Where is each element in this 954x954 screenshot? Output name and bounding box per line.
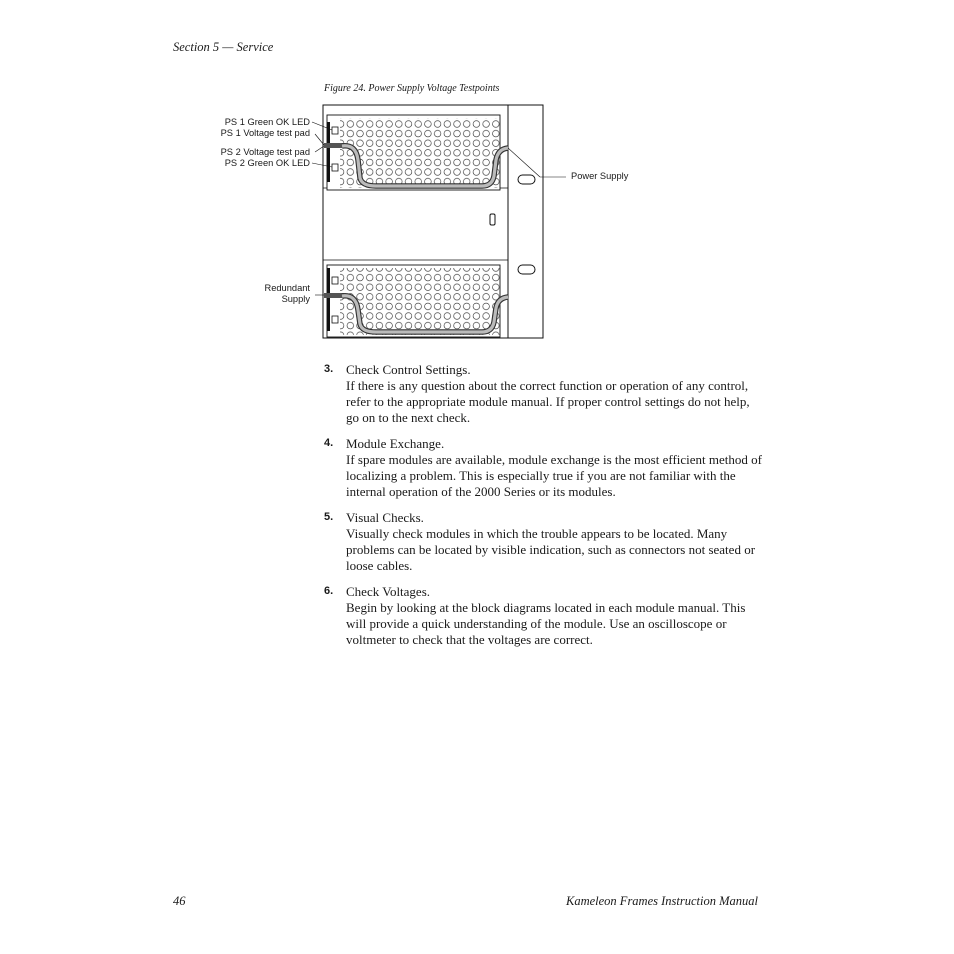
redundant-led-bottom [332, 316, 338, 323]
step-4 [324, 436, 764, 500]
redundant-led-top [332, 277, 338, 284]
step-title: Module Exchange. [346, 436, 445, 451]
step-text: If there is any question about the correct function or operation of any control, refer to the appropriate module manual. If proper control settings do not help, go on to the next check. [346, 378, 750, 425]
callout-ps1-pad: PS 1 Voltage test pad [220, 128, 310, 138]
leader-power-supply [508, 148, 540, 177]
ps2-led [332, 164, 338, 171]
callout-ps2-pad: PS 2 Voltage test pad [220, 147, 310, 157]
callout-redundant-line2: Supply [281, 294, 310, 304]
step-text: If spare modules are available, module exchange is the most efficient method of localizing a problem. This is especially true if you are not familiar with the internal operation of the 2000 Series or its modules. [346, 452, 762, 499]
frame-latch [490, 214, 495, 225]
step-number: 5. [324, 511, 334, 523]
ps1-led [332, 127, 338, 134]
step-title: Visual Checks. [346, 510, 424, 525]
step-3 [324, 362, 764, 426]
step-text: Begin by looking at the block diagrams located in each module manual. This will provide a quick understanding of the module. Use an oscilloscope or voltmeter to check that the voltages are correct. [346, 600, 746, 647]
power-supply-figure [200, 100, 660, 345]
frame-slot-bottom [518, 265, 535, 274]
callout-redundant-supply [265, 283, 311, 305]
step-number: 6. [324, 585, 334, 597]
step-title: Check Control Settings. [346, 362, 471, 377]
step-6 [324, 584, 764, 648]
step-number: 4. [324, 437, 334, 449]
frame-slot-top [518, 175, 535, 184]
ps1-test-pad [324, 143, 344, 148]
callout-redundant-line1: Redundant [264, 283, 310, 293]
callout-ps2-led: PS 2 Green OK LED [224, 158, 310, 168]
callout-ps1-led: PS 1 Green OK LED [224, 117, 310, 127]
step-text: Visually check modules in which the trouble appears to be located. Many problems can be located by visible indication, such as connectors not seated or loose cables. [346, 526, 756, 573]
running-head-section: Section 5 — Service [173, 40, 274, 54]
step-5 [324, 510, 764, 574]
procedure-steps [324, 362, 764, 658]
callout-power-supply: Power Supply [571, 171, 629, 181]
step-title: Check Voltages. [346, 584, 431, 599]
page-number: 46 [173, 894, 186, 908]
manual-title: Kameleon Frames Instruction Manual [566, 894, 758, 908]
redundant-test-pad [324, 293, 344, 298]
step-number: 3. [324, 363, 334, 375]
figure-caption: Figure 24. Power Supply Voltage Testpoints [324, 83, 500, 94]
